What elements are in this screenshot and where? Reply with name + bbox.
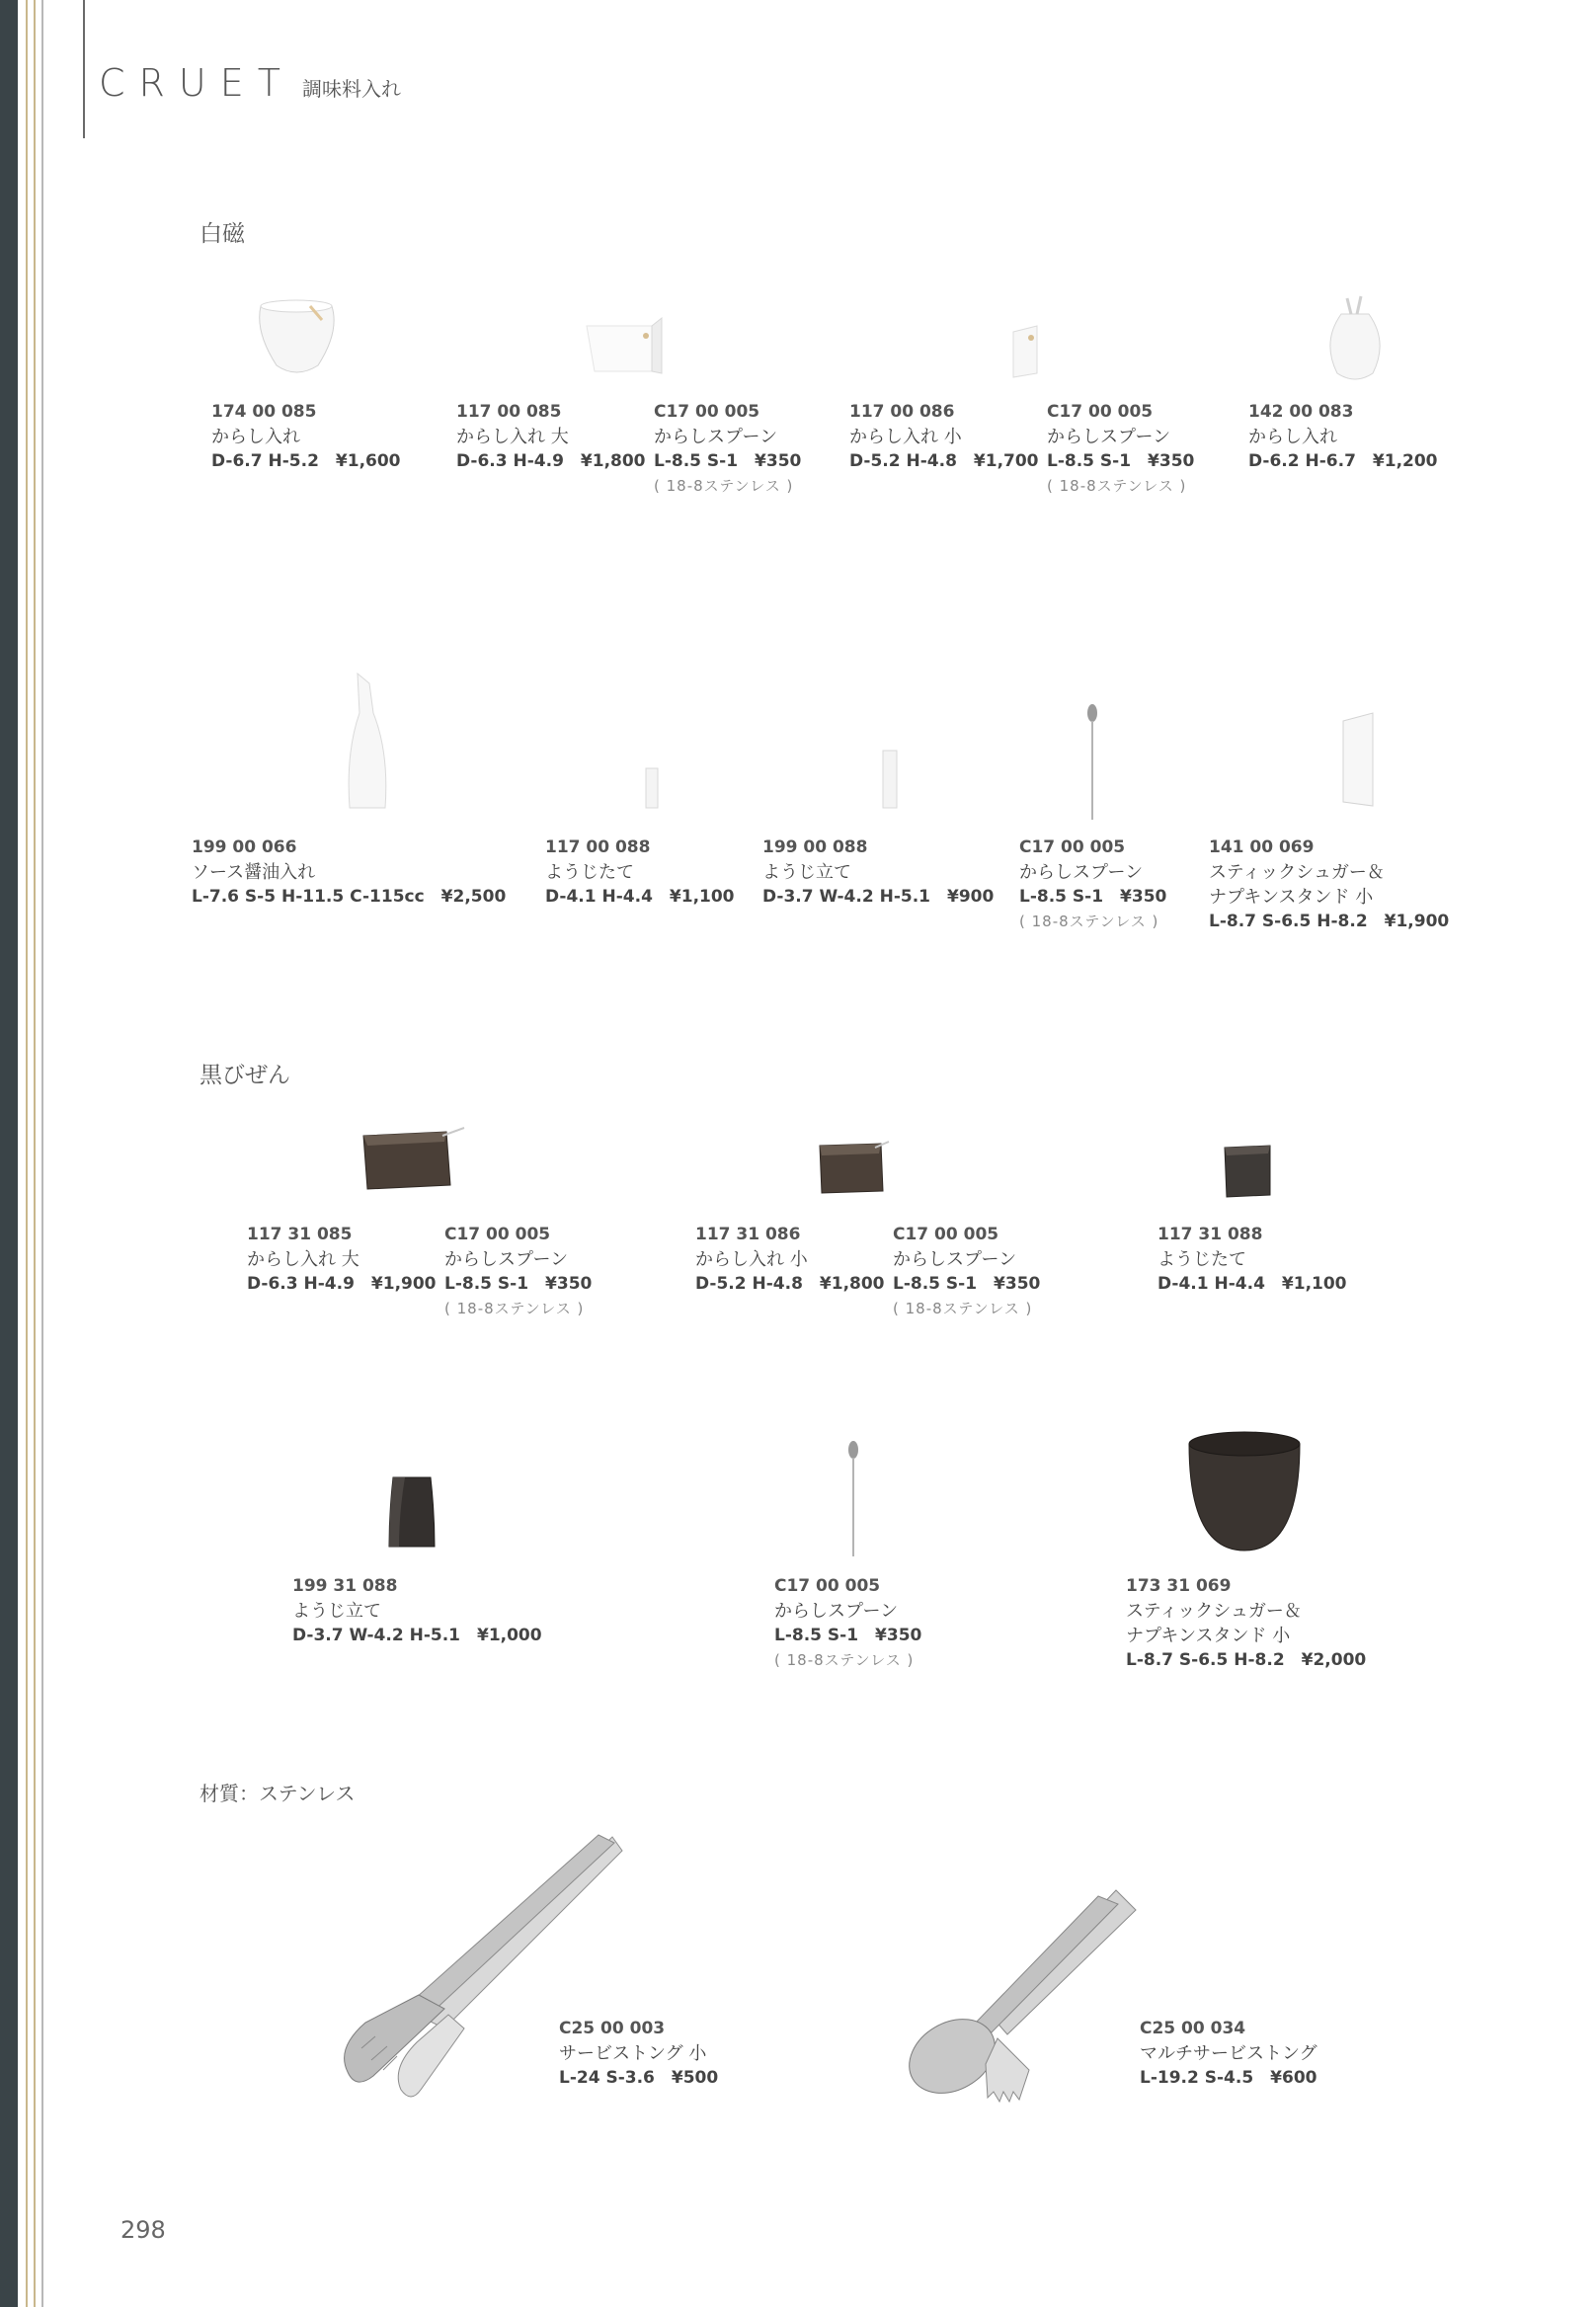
page-title: CRUET <box>99 61 294 105</box>
product-code: C17 00 005 <box>1047 402 1154 422</box>
product-name: ようじたて <box>1157 1249 1246 1270</box>
product-spec: D-6.3 H-4.9 ¥1,800 <box>456 451 646 471</box>
product-199-00-088 <box>762 835 994 910</box>
mustard-pot-117-00-086-image <box>1011 322 1047 381</box>
product-spec: L-24 S-3.6 ¥500 <box>559 2068 719 2088</box>
mustard-pot-142-00-083-image <box>1321 292 1389 383</box>
page-number: 298 <box>120 2216 166 2244</box>
product-name: からしスプーン <box>1019 862 1144 883</box>
product-code: 117 00 088 <box>545 837 651 857</box>
product-spec: L-8.5 S-1 ¥350 <box>444 1274 593 1294</box>
product-c17-00-005 <box>444 1223 592 1321</box>
section-heading-stainless: 材質：ステンレス <box>200 1782 356 1805</box>
product-name: マルチサービストング <box>1140 2043 1317 2064</box>
product-spec: L-8.7 S-6.5 H-8.2 ¥1,900 <box>1209 912 1450 931</box>
product-199-31-088 <box>292 1574 542 1648</box>
product-117-31-088 <box>1157 1223 1347 1297</box>
product-141-00-069 <box>1209 835 1449 934</box>
product-spec: L-8.5 S-1 ¥350 <box>1047 451 1195 471</box>
product-117-31-085 <box>247 1223 437 1297</box>
product-spec: L-8.5 S-1 ¥350 <box>1019 887 1167 907</box>
material-note: ( 18-8ステンレス ) <box>774 1651 915 1669</box>
product-spec: L-7.6 S-5 H-11.5 C-115cc ¥2,500 <box>192 887 507 907</box>
product-name: からしスプーン <box>893 1249 1017 1270</box>
product-code: 199 31 088 <box>292 1576 398 1596</box>
mustard-spoon-image <box>1084 703 1100 822</box>
spine-gold-line <box>26 0 28 2307</box>
page-subtitle: 調味料入れ <box>302 77 401 101</box>
product-199-00-066 <box>192 835 506 910</box>
product-name: ようじたて <box>545 862 634 883</box>
spine-gray-line <box>41 0 43 2307</box>
soy-sauce-dispenser-image <box>336 674 395 812</box>
product-name: からしスプーン <box>654 427 778 447</box>
product-117-31-086 <box>695 1223 885 1297</box>
product-spec: D-3.7 W-4.2 H-5.1 ¥1,000 <box>292 1626 542 1645</box>
product-code: 199 00 066 <box>192 837 297 857</box>
product-code: 141 00 069 <box>1209 837 1315 857</box>
material-note: ( 18-8ステンレス ) <box>1047 477 1187 495</box>
product-code: 117 00 086 <box>849 402 955 422</box>
product-name-line2: ナプキンスタンド 小 <box>1126 1626 1291 1646</box>
product-code: 117 00 085 <box>456 402 562 422</box>
product-173-31-069 <box>1126 1574 1366 1673</box>
product-name: からしスプーン <box>1047 427 1171 447</box>
product-name: スティックシュガー＆ <box>1126 1601 1302 1622</box>
product-spec: L-8.5 S-1 ¥350 <box>654 451 802 471</box>
product-name: からし入れ 小 <box>695 1249 808 1270</box>
product-name: からしスプーン <box>774 1601 899 1622</box>
section-heading-black-bizen: 黒びぜん <box>200 1063 290 1088</box>
product-117-00-086 <box>849 400 1039 474</box>
material-note: ( 18-8ステンレス ) <box>444 1300 585 1317</box>
sugar-napkin-stand-141-00-069-image <box>1339 711 1379 810</box>
product-spec: D-6.2 H-6.7 ¥1,200 <box>1248 451 1438 471</box>
product-code: C17 00 005 <box>1019 837 1126 857</box>
toothpick-holder-117-00-088-image <box>642 766 662 810</box>
product-spec: D-3.7 W-4.2 H-5.1 ¥900 <box>762 887 995 907</box>
product-spec: L-8.7 S-6.5 H-8.2 ¥2,000 <box>1126 1650 1367 1670</box>
product-code: 117 31 088 <box>1157 1225 1263 1244</box>
product-spec: D-4.1 H-4.4 ¥1,100 <box>1157 1274 1347 1294</box>
product-code: 142 00 083 <box>1248 402 1354 422</box>
product-name: スティックシュガー＆ <box>1209 862 1385 883</box>
binding-spine <box>0 0 18 2307</box>
product-name: ようじ立て <box>292 1601 381 1622</box>
black-sugar-napkin-stand-image <box>1183 1430 1306 1554</box>
product-code: 117 31 086 <box>695 1225 801 1244</box>
product-name: サービストング 小 <box>559 2043 707 2064</box>
product-name-line2: ナプキンスタンド 小 <box>1209 887 1374 908</box>
product-117-00-085 <box>456 400 646 474</box>
product-c17-00-005 <box>654 400 801 499</box>
black-toothpick-holder-199-31-088-image <box>385 1473 440 1551</box>
product-c17-00-005 <box>893 1223 1040 1321</box>
product-spec: L-8.5 S-1 ¥350 <box>893 1274 1041 1294</box>
product-code: C17 00 005 <box>444 1225 551 1244</box>
product-name: からし入れ 大 <box>456 427 569 447</box>
product-name: からし入れ <box>211 427 300 447</box>
product-name: ソース醤油入れ <box>192 862 316 883</box>
material-note: ( 18-8ステンレス ) <box>893 1300 1033 1317</box>
toothpick-holder-199-00-088-image <box>879 749 903 810</box>
multi-serving-tongs-image <box>905 1890 1142 2108</box>
product-spec: L-8.5 S-1 ¥350 <box>774 1626 922 1645</box>
product-c17-00-005 <box>1019 835 1166 934</box>
black-mustard-pot-large-image <box>359 1126 468 1195</box>
product-code: 117 31 085 <box>247 1225 353 1244</box>
product-spec: D-6.3 H-4.9 ¥1,900 <box>247 1274 437 1294</box>
product-name: ようじ立て <box>762 862 851 883</box>
material-note: ( 18-8ステンレス ) <box>1019 913 1159 930</box>
product-code: C17 00 005 <box>893 1225 999 1244</box>
product-c25-00-034 <box>1140 2017 1317 2091</box>
black-mustard-pot-small-image <box>816 1138 891 1197</box>
product-spec: D-5.2 H-4.8 ¥1,700 <box>849 451 1039 471</box>
spine-gold-line <box>34 0 36 2307</box>
product-code: C25 00 003 <box>559 2019 666 2038</box>
product-code: 174 00 085 <box>211 402 317 422</box>
mustard-spoon-image <box>845 1440 861 1558</box>
section-heading-white-porcelain: 白磁 <box>200 221 245 247</box>
product-c25-00-003 <box>559 2017 718 2091</box>
product-code: C25 00 034 <box>1140 2019 1246 2038</box>
product-code: C17 00 005 <box>774 1576 881 1596</box>
product-name: からしスプーン <box>444 1249 569 1270</box>
product-name: からし入れ <box>1248 427 1337 447</box>
product-c17-00-005 <box>1047 400 1194 499</box>
product-142-00-083 <box>1248 400 1438 474</box>
mustard-pot-174-00-085-image <box>247 288 346 379</box>
product-spec: D-4.1 H-4.4 ¥1,100 <box>545 887 735 907</box>
product-name: からし入れ 大 <box>247 1249 359 1270</box>
product-spec: D-5.2 H-4.8 ¥1,800 <box>695 1274 885 1294</box>
mustard-pot-117-00-085-image <box>581 314 670 383</box>
black-toothpick-holder-image <box>1221 1142 1276 1201</box>
product-spec: D-6.7 H-5.2 ¥1,600 <box>211 451 401 471</box>
product-174-00-085 <box>211 400 401 474</box>
material-note: ( 18-8ステンレス ) <box>654 477 794 495</box>
product-code: 173 31 069 <box>1126 1576 1232 1596</box>
header-rule <box>83 0 85 138</box>
product-name: からし入れ 小 <box>849 427 962 447</box>
product-c17-00-005 <box>774 1574 921 1673</box>
product-spec: L-19.2 S-4.5 ¥600 <box>1140 2068 1317 2088</box>
product-117-00-088 <box>545 835 735 910</box>
product-code: C17 00 005 <box>654 402 760 422</box>
product-code: 199 00 088 <box>762 837 868 857</box>
